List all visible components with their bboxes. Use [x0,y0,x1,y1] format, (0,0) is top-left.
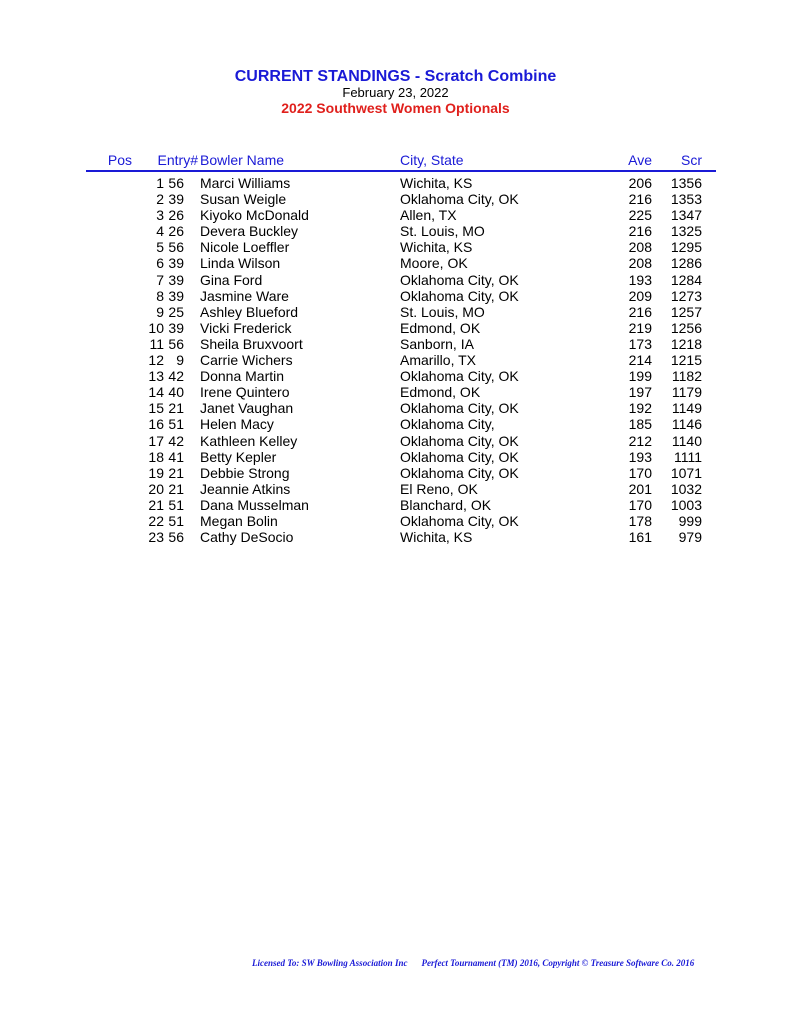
tournament-name: 2022 Southwest Women Optionals [281,100,510,116]
cell-entry: 56 [168,529,184,546]
cell-entry: 25 [168,303,184,320]
cell-pos: 21 [148,496,164,513]
page-title: CURRENT STANDINGS - Scratch Combine [234,68,557,85]
column-header-ave: Ave [628,152,652,168]
cell-scr: 1257 [670,303,702,320]
cell-bowler-name: Linda Wilson [200,255,281,272]
cell-pos: 16 [148,416,164,433]
cell-bowler-name: Janet Vaughan [200,400,294,417]
cell-ave: 214 [628,352,652,369]
cell-ave: 206 [628,175,652,191]
cell-ave: 197 [628,384,652,401]
table-row [86,336,716,352]
cell-ave: 192 [628,400,652,417]
cell-bowler-name: Cathy DeSocio [200,529,294,546]
cell-city-state: Wichita, KS [400,529,473,546]
cell-bowler-name: Vicki Frederick [200,319,292,336]
table-row [86,175,716,191]
table-row [86,368,716,384]
cell-scr: 1218 [670,335,702,352]
cell-pos: 17 [148,432,164,449]
cell-pos: 12 [148,352,164,369]
cell-scr: 1353 [670,191,702,208]
cell-bowler-name: Carrie Wichers [200,352,293,369]
cell-entry: 42 [168,368,184,385]
cell-ave: 185 [628,416,652,433]
cell-bowler-name: Megan Bolin [200,512,278,529]
table-row [86,400,716,416]
cell-pos: 4 [156,223,164,240]
cell-bowler-name: Helen Macy [200,416,274,433]
cell-city-state: Oklahoma City, OK [400,287,519,304]
cell-scr: 1146 [671,416,702,433]
report-date: February 23, 2022 [342,85,449,100]
cell-bowler-name: Jeannie Atkins [200,480,291,497]
column-header-entry: Entry# [157,152,198,168]
standings-table-body [86,175,716,545]
cell-scr: 1003 [670,496,702,513]
cell-scr: 1284 [670,271,702,288]
table-row [86,497,716,513]
cell-city-state: Oklahoma City, OK [400,191,519,208]
cell-pos: 1 [156,175,164,191]
cell-city-state: Oklahoma City, [400,416,495,433]
cell-ave: 161 [628,529,652,546]
cell-entry: 39 [168,191,184,208]
cell-scr: 1356 [670,175,702,191]
table-row [86,384,716,400]
cell-pos: 15 [148,400,164,417]
cell-bowler-name: Betty Kepler [200,448,277,465]
table-row [86,288,716,304]
cell-entry: 21 [168,480,184,497]
cell-entry: 9 [176,352,184,369]
cell-city-state: Oklahoma City, OK [400,271,519,288]
cell-entry: 51 [168,512,184,529]
cell-pos: 9 [156,303,164,320]
cell-bowler-name: Nicole Loeffler [200,239,290,256]
column-header-scr: Scr [681,152,702,168]
cell-pos: 5 [156,239,164,256]
cell-pos: 23 [148,529,164,546]
standings-table-header [86,152,716,172]
cell-entry: 26 [168,207,184,224]
cell-scr: 1325 [670,223,702,240]
table-row [86,449,716,465]
column-header-bowler-name: Bowler Name [200,152,285,168]
cell-bowler-name: Kiyoko McDonald [200,207,309,224]
cell-ave: 208 [628,255,652,272]
cell-ave: 212 [628,432,652,449]
cell-city-state: Oklahoma City, OK [400,448,519,465]
cell-ave: 208 [628,239,652,256]
table-row [86,304,716,320]
cell-city-state: Blanchard, OK [400,496,492,513]
cell-ave: 216 [628,191,652,208]
cell-city-state: Oklahoma City, OK [400,512,519,529]
table-row [86,255,716,271]
cell-pos: 2 [156,191,164,208]
cell-pos: 13 [148,368,164,385]
cell-entry: 56 [168,335,184,352]
cell-pos: 22 [148,512,164,529]
cell-city-state: Sanborn, IA [400,335,474,352]
table-row [86,513,716,529]
cell-scr: 1347 [670,207,702,224]
cell-ave: 216 [628,223,652,240]
cell-bowler-name: Dana Musselman [200,496,309,513]
page-header [0,68,791,116]
cell-city-state: Oklahoma City, OK [400,368,519,385]
cell-ave: 201 [628,480,652,497]
cell-scr: 1182 [671,368,702,385]
cell-entry: 40 [168,384,184,401]
cell-scr: 1256 [670,319,702,336]
cell-city-state: Oklahoma City, OK [400,400,519,417]
cell-scr: 1215 [670,352,702,369]
copyright-text: Perfect Tournament (TM) 2016, Copyright © Treasure Software Co. 2016 [421,958,695,968]
cell-scr: 1032 [670,480,702,497]
cell-city-state: Oklahoma City, OK [400,464,519,481]
cell-bowler-name: Devera Buckley [200,223,299,240]
cell-ave: 225 [628,207,652,224]
cell-ave: 193 [628,271,652,288]
cell-scr: 1111 [673,448,702,465]
table-row [86,272,716,288]
cell-entry: 39 [168,271,184,288]
cell-entry: 41 [168,448,184,465]
cell-ave: 173 [628,335,652,352]
cell-entry: 39 [168,319,184,336]
cell-bowler-name: Jasmine Ware [200,287,289,304]
cell-city-state: Amarillo, TX [400,352,476,369]
license-text: Licensed To: SW Bowling Association Inc [252,958,408,968]
cell-pos: 8 [156,287,164,304]
table-row [86,433,716,449]
cell-pos: 18 [148,448,164,465]
cell-pos: 6 [156,255,164,272]
cell-bowler-name: Kathleen Kelley [200,432,298,449]
cell-entry: 39 [168,287,184,304]
cell-scr: 1149 [671,400,702,417]
cell-city-state: Allen, TX [400,207,457,224]
cell-scr: 1286 [670,255,702,272]
cell-ave: 219 [628,319,652,336]
cell-city-state: Oklahoma City, OK [400,432,519,449]
cell-city-state: Moore, OK [400,255,468,272]
cell-city-state: St. Louis, MO [400,303,485,320]
cell-ave: 199 [628,368,652,385]
cell-entry: 51 [168,416,184,433]
cell-scr: 1179 [671,384,702,401]
cell-entry: 39 [168,255,184,272]
cell-bowler-name: Debbie Strong [200,464,290,481]
cell-entry: 56 [168,175,184,191]
cell-bowler-name: Gina Ford [200,271,263,288]
column-header-city-state: City, State [400,152,464,168]
cell-scr: 999 [678,512,702,529]
cell-pos: 19 [148,464,164,481]
cell-city-state: St. Louis, MO [400,223,485,240]
cell-entry: 56 [168,239,184,256]
cell-bowler-name: Irene Quintero [200,384,290,401]
cell-scr: 1273 [670,287,702,304]
cell-scr: 1295 [670,239,702,256]
table-row [86,320,716,336]
table-row [86,352,716,368]
table-row [86,481,716,497]
cell-bowler-name: Marci Williams [200,175,291,191]
cell-pos: 11 [149,335,164,352]
cell-bowler-name: Susan Weigle [200,191,287,208]
cell-ave: 170 [628,496,652,513]
cell-scr: 979 [678,529,702,546]
cell-entry: 42 [168,432,184,449]
cell-ave: 178 [628,512,652,529]
cell-city-state: Edmond, OK [400,384,481,401]
cell-city-state: Wichita, KS [400,239,473,256]
table-row [86,207,716,223]
cell-city-state: Edmond, OK [400,319,481,336]
cell-ave: 216 [628,303,652,320]
cell-bowler-name: Ashley Blueford [200,303,299,320]
table-row [86,223,716,239]
cell-ave: 193 [628,448,652,465]
cell-city-state: El Reno, OK [400,480,478,497]
column-header-pos: Pos [107,152,132,168]
cell-entry: 26 [168,223,184,240]
cell-pos: 14 [148,384,164,401]
cell-entry: 21 [168,464,184,481]
cell-ave: 209 [628,287,652,304]
cell-scr: 1140 [671,432,702,449]
cell-pos: 10 [148,319,164,336]
cell-city-state: Wichita, KS [400,175,473,191]
cell-pos: 20 [148,480,164,497]
cell-bowler-name: Sheila Bruxvoort [200,335,303,352]
table-row [86,465,716,481]
cell-pos: 7 [156,271,164,288]
cell-entry: 21 [168,400,184,417]
cell-bowler-name: Donna Martin [200,368,285,385]
footer [252,958,694,968]
cell-ave: 170 [628,464,652,481]
table-row [86,416,716,432]
table-row [86,191,716,207]
cell-scr: 1071 [670,464,702,481]
cell-entry: 51 [168,496,184,513]
cell-pos: 3 [156,207,164,224]
table-row [86,239,716,255]
table-row [86,529,716,545]
